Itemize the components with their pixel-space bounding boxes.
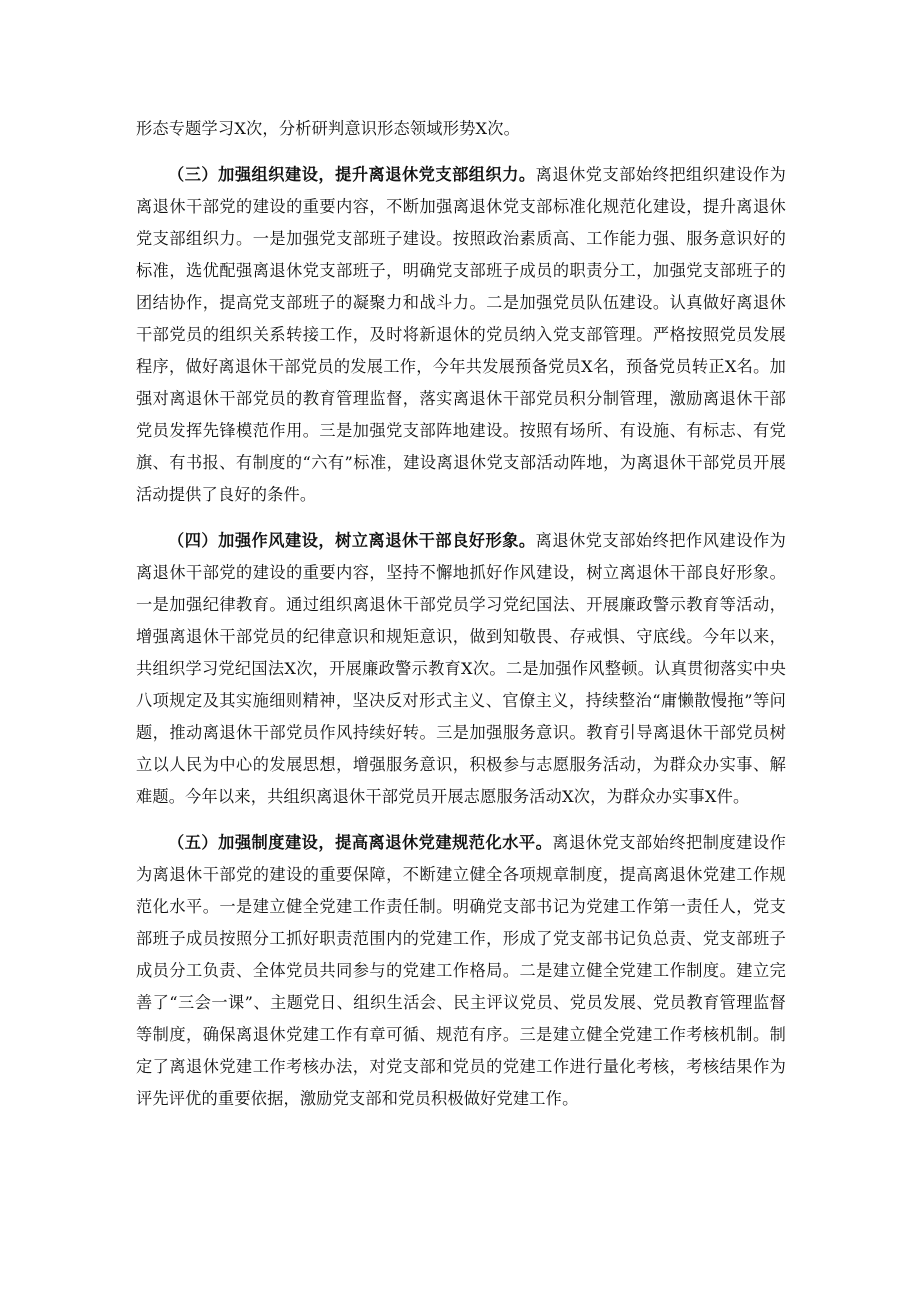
paragraph-continuation: 形态专题学习X次，分析研判意识形态领域形势X次。 — [136, 119, 520, 138]
section-heading-4: （四）加强作风建设，树立离退休干部良好形象。 — [168, 531, 536, 550]
paragraph-gap — [136, 145, 786, 159]
paragraph-organization — [136, 159, 786, 511]
document-page — [136, 113, 786, 1115]
paragraph-system — [136, 827, 786, 1115]
section-body-3: 离退休党支部始终把组织建设作为离退休干部党的建设的重要内容，不断加强离退休党支部标准化规范化建设，提升离退休党支部组织力。一是加强党支部班子建设。按照政治素质高、工作能力强、服务意识好的标准，选优配强离退休党支部班子，明确党支部班子成员的职责分工，加强党支部班子的团结协作，提高党支部班子的凝聚力和战斗力。二是加强党员队伍建设。认真做好离退休干部党员的组织关系转接工作，及时将新退休的党员纳入党支部管理。严格按照党员发展程序，做好离退休干部党员的发展工作，今年共发展预备党员X名，预备党员转正X名。加强对离退休干部党员的教育管理监督，落实离退休干部党员积分制管理，激励离退休干部党员发挥先锋模范作用。三是加强党支部阵地建设。按照有场所、有设施、有标志、有党旗、有书报、有制度的“六有”标准，建设离退休党支部活动阵地，为离退休干部党员开展活动提供了良好的条件。 — [136, 165, 787, 504]
paragraph-gap — [136, 813, 786, 827]
section-heading-5: （五）加强制度建设，提高离退休党建规范化水平。 — [168, 833, 553, 852]
section-body-5: 离退休党支部始终把制度建设作为离退休干部党的建设的重要保障，不断建立健全各项规章制度，提高离退休党建工作规范化水平。一是建立健全党建工作责任制。明确党支部书记为党建工作第一责任人，党支部班子成员按照分工抓好职责范围内的党建工作，形成了党支部书记负总责、党支部班子成员分工负责、全体党员共同参与的党建工作格局。二是建立健全党建工作制度。建立完善了“三会一课”、主题党日、组织生活会、民主评议党员、党员发展、党员教育管理监督等制度，确保离退休党建工作有章可循、规范有序。三是建立健全党建工作考核机制。制定了离退休党建工作考核办法，对党支部和党员的党建工作进行量化考核，考核结果作为评先评优的重要依据，激励党支部和党员积极做好党建工作。 — [136, 833, 786, 1108]
paragraph-gap — [136, 511, 786, 525]
section-body-4: 离退休党支部始终把作风建设作为离退休干部党的建设的重要内容，坚持不懈地抓好作风建设，树立离退休干部良好形象。一是加强纪律教育。通过组织离退休干部党员学习党纪国法、开展廉政警示教育等活动，增强离退休干部党员的纪律意识和规矩意识，做到知敬畏、存戒惧、守底线。今年以来，共组织学习党纪国法X次，开展廉政警示教育X次。二是加强作风整顿。认真贯彻落实中央八项规定及其实施细则精神，坚决反对形式主义、官僚主义，持续整治“庸懒散慢拖”等问题，推动离退休干部党员作风持续好转。三是加强服务意识。教育引导离退休干部党员树立以人民为中心的发展思想，增强服务意识，积极参与志愿服务活动，为群众办实事、解难题。今年以来，共组织离退休干部党员开展志愿服务活动X次，为群众办实事X件。 — [136, 531, 787, 806]
paragraph-style — [136, 525, 786, 813]
section-heading-3: （三）加强组织建设，提升离退休党支部组织力。 — [168, 165, 536, 184]
